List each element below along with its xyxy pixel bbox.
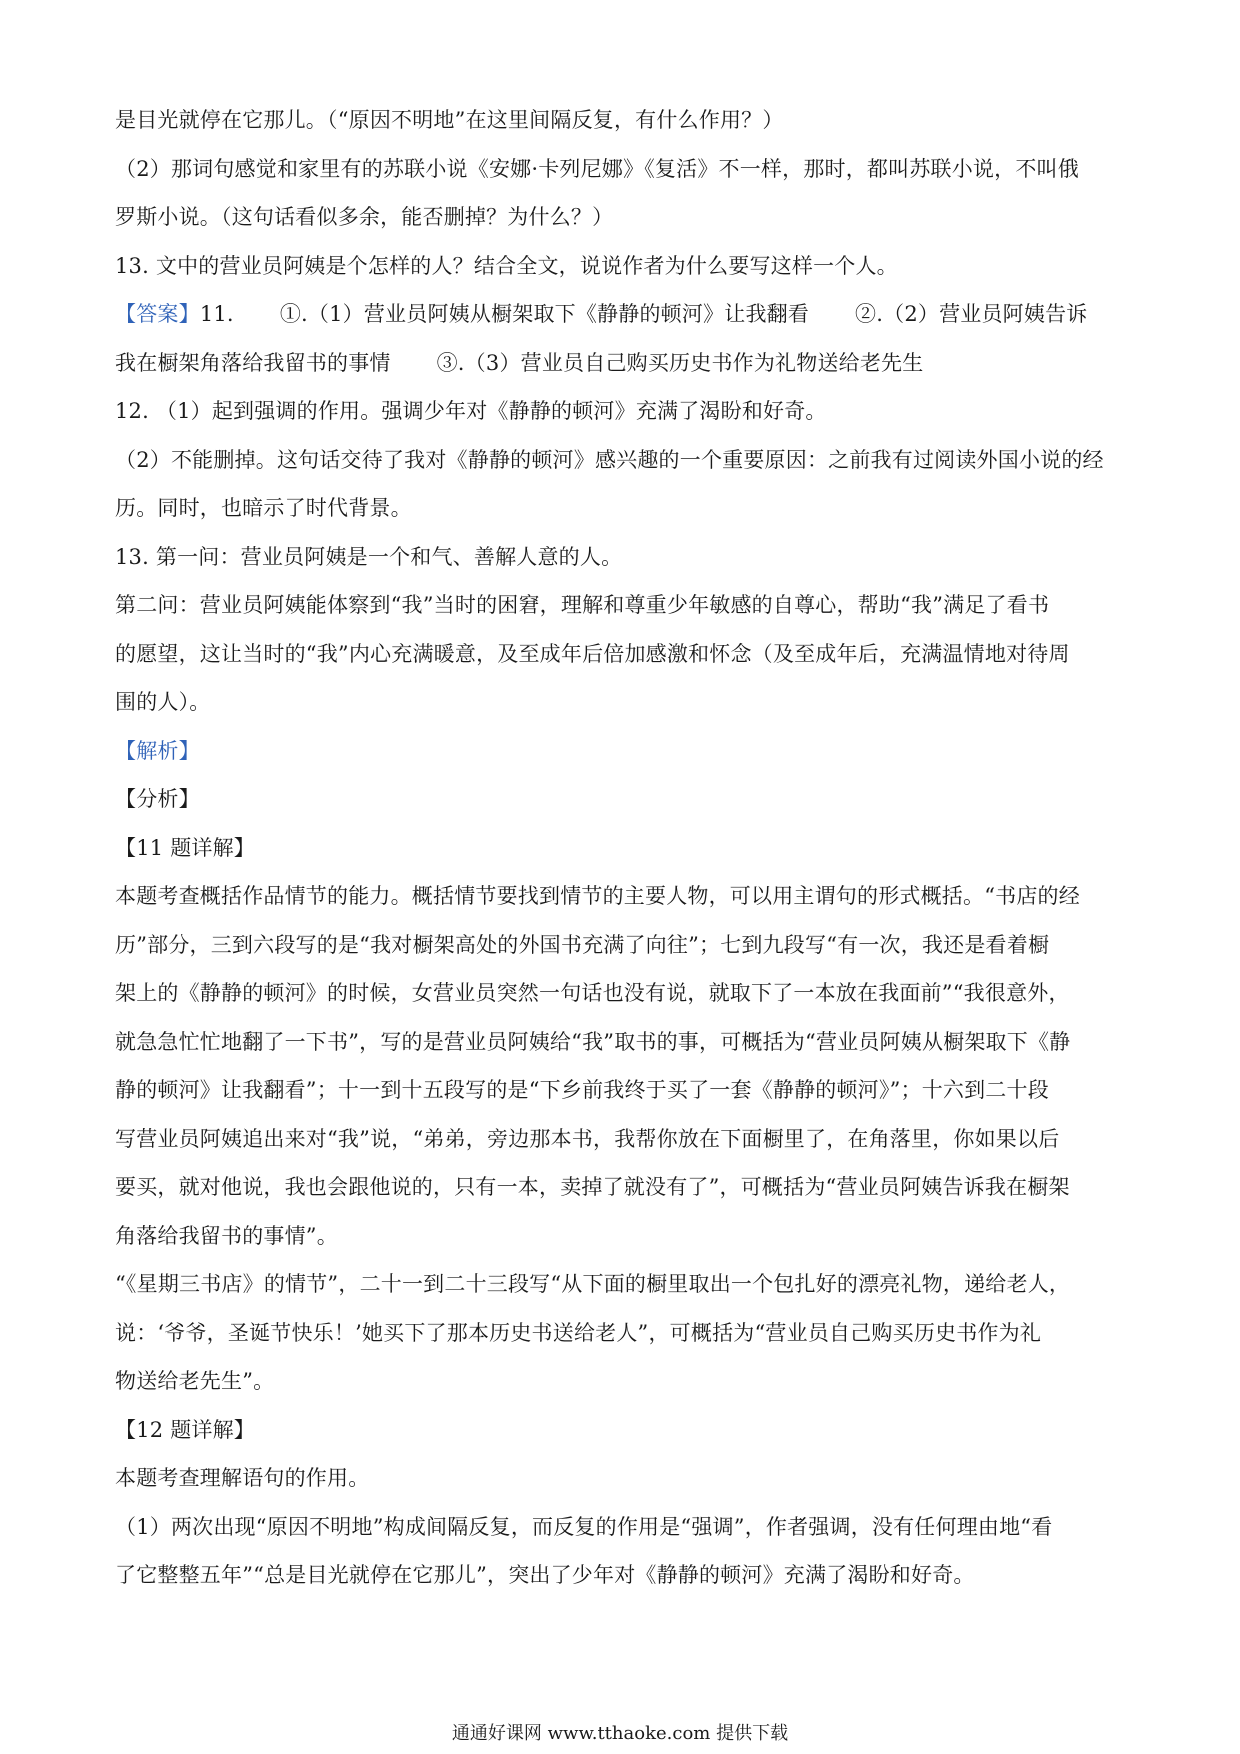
q12-heading: 【12 题详解】 [115,1417,255,1442]
answer-tag: 【答案】 [115,302,200,326]
answer-line-2 [115,339,1130,388]
q11-heading: 【11 题详解】 [115,835,255,860]
answer-item-3: ③.（3）营业员自己购买历史书作为礼物送给老先生 [436,350,924,375]
text-line: 写营业员阿姨追出来对“我”说，“弟弟，旁边那本书，我帮你放在下面橱里了，在角落里，你如果以后 [115,1126,1060,1151]
answer-line-1 [115,290,1130,339]
text-line: 罗斯小说。（这句话看似多余，能否删掉？为什么？） [115,205,614,229]
text-line: 12. （1）起到强调的作用。强调少年对《静静的顿河》充满了渴盼和好奇。 [115,399,827,423]
text-line: 13. 第一问：营业员阿姨是一个和气、善解人意的人。 [115,544,623,569]
text-line: 了它整整五年”“总是目光就停在它那儿”，突出了少年对《静静的顿河》充满了渴盼和好奇。 [115,1563,975,1587]
text-line: 历”部分，三到六段写的是“我对橱架高处的外国书充满了向往”；七到九段写“有一次，我还是看着橱 [115,932,1050,957]
text-line: 第二问：营业员阿姨能体察到“我”当时的困窘，理解和尊重少年敏感的自尊心，帮助“我”满足了看书 [115,593,1050,617]
answer-item-2-cont: 我在橱架角落给我留书的事情 [115,350,391,375]
text-line: （2）那词句感觉和家里有的苏联小说《安娜·卡列尼娜》《复活》不一样，那时，都叫苏联小说，不叫俄 [115,156,1079,181]
answer-num: 11. [199,302,234,326]
text-line: 角落给我留书的事情”。 [115,1223,338,1248]
text-line: 是目光就停在它那儿。（“原因不明地”在这里间隔反复，有什么作用？） [115,108,784,132]
answer-item-1: ①.（1）营业员阿姨从橱架取下《静静的顿河》让我翻看 [279,302,810,326]
analysis-heading [115,727,1130,776]
text-line: 架上的《静静的顿河》的时候，女营业员突然一句话也没有说，就取下了一本放在我面前”“我很意外， [115,981,1070,1005]
question-13: 13. 文中的营业员阿姨是个怎样的人？结合全文，说说作者为什么要写这样一个人。 [115,253,898,278]
analysis-tag: 【解析】 [115,738,200,763]
text-line: 就急急忙忙地翻了一下书”，写的是营业员阿姨给“我”取书的事，可概括为“营业员阿姨从橱架取下《静 [115,1029,1071,1054]
text-line: 要买，就对他说，我也会跟他说的，只有一本，卖掉了就没有了”，可概括为“营业员阿姨告诉我在橱架 [115,1175,1070,1199]
document-body [115,96,1130,1600]
fenxi-heading: 【分析】 [115,787,200,811]
text-line: 历。同时，也暗示了时代背景。 [115,496,412,520]
text-line: “《星期三书店》的情节”，二十一到二十三段写“从下面的橱里取出一个包扎好的漂亮礼物，递给老人， [115,1272,1071,1296]
text-line: （1）两次出现“原因不明地”构成间隔反复，而反复的作用是“强调”，作者强调，没有任何理由地“看 [115,1514,1053,1539]
page-footer: 通通好课网 www.tthaoke.com 提供下载 [451,1723,789,1744]
text-line: 的愿望，这让当时的“我”内心充满暖意，及至成年后倍加感激和怀念（及至成年后，充满温情地对待周 [115,641,1070,666]
text-line: 物送给老先生”。 [115,1369,275,1393]
text-line: （2）不能删掉。这句话交待了我对《静静的顿河》感兴趣的一个重要原因：之前我有过阅读外国小说的经 [115,447,1104,472]
text-line: 静的顿河》让我翻看”；十一到十五段写的是“下乡前我终于买了一套《静静的顿河》”；十六到二十段 [115,1078,1049,1102]
text-line: 说：‘爷爷，圣诞节快乐！’她买下了那本历史书送给老人”，可概括为“营业员自己购买历史书作为礼 [115,1320,1042,1345]
text-line: 本题考查理解语句的作用。 [115,1466,370,1490]
text-line: 本题考查概括作品情节的能力。概括情节要找到情节的主要人物，可以用主谓句的形式概括。“书店的经 [115,884,1080,908]
answer-item-2: ②.（2）营业员阿姨告诉 [855,302,1088,326]
text-line: 围的人）。 [115,690,211,714]
